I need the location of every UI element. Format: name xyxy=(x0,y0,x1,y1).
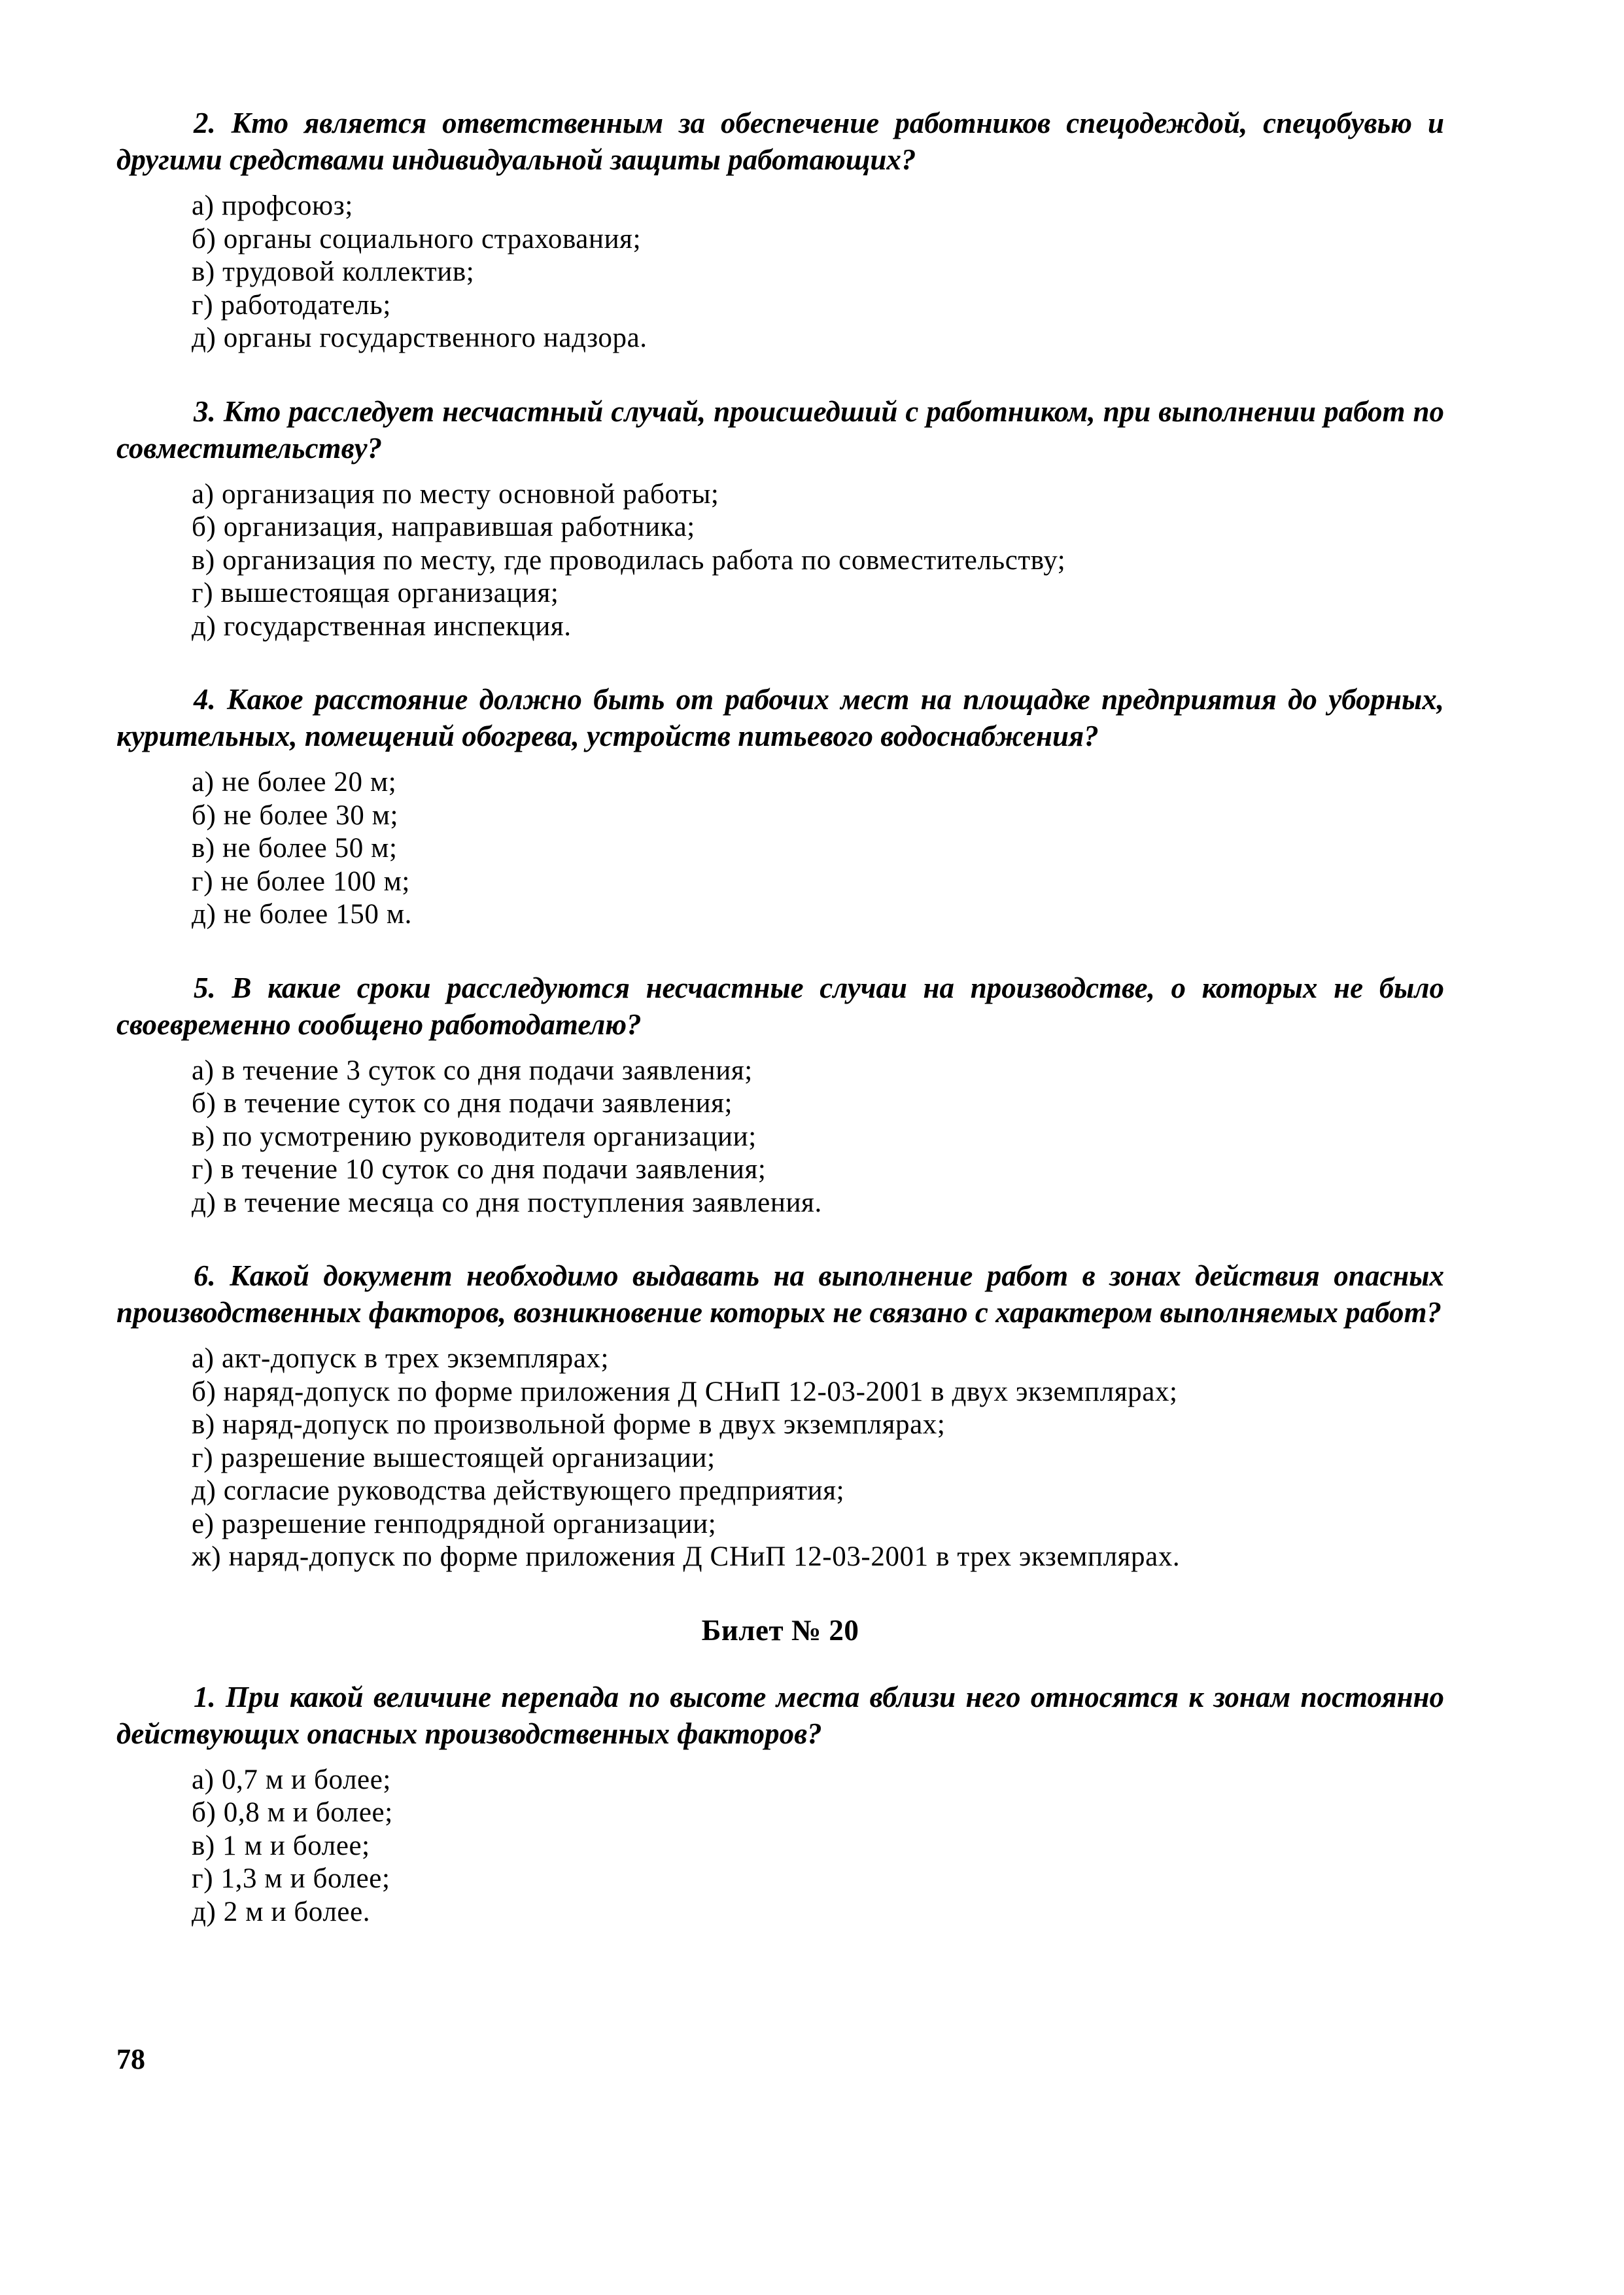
question-4-text: 4. Какое расстояние должно быть от рабочих мест на площадке предприятия до уборных, курительных, помещений обогрева, устройств питьевого водоснабжения? xyxy=(116,683,1444,752)
answer-option: г) в течение 10 суток со дня подачи заявления; xyxy=(192,1154,767,1185)
answer-option: д) в течение месяца со дня поступления заявления. xyxy=(192,1187,822,1218)
answer-option: в) трудовой коллектив; xyxy=(192,256,475,287)
answer-option: б) в течение суток со дня подачи заявления; xyxy=(192,1088,733,1119)
answer-option: г) не более 100 м; xyxy=(192,866,410,897)
answer-option: в) наряд-допуск по произвольной форме в двух экземплярах; xyxy=(192,1409,946,1440)
question-6-text: 6. Какой документ необходимо выдавать на выполнение работ в зонах действия опасных производственных факторов, возникновение которых не связано с характером выполняемых работ? xyxy=(116,1259,1444,1329)
answer-option: в) организация по месту, где проводилась работа по совместительству; xyxy=(192,544,1066,576)
answer-option: б) организация, направившая работника; xyxy=(192,512,695,542)
answer-option: д) не более 150 м. xyxy=(192,899,412,930)
answer-option: ж) наряд-допуск по форме приложения Д СНиП 12-03-2001 в трех экземплярах. xyxy=(192,1541,1181,1572)
ticket-question-1-text: 1. При какой величине перепада по высоте места вблизи него относятся к зонам постоянно действующих опасных производственных факторов? xyxy=(116,1680,1444,1750)
question-2-text: 2. Кто является ответственным за обеспечение работников спецодеждой, спецобувью и другими средствами индивидуальной защиты работающих? xyxy=(116,107,1444,176)
answer-option: а) не более 20 м; xyxy=(192,767,397,797)
answer-option: в) по усмотрению руководителя организации; xyxy=(192,1121,757,1152)
answer-option: а) 0,7 м и более; xyxy=(192,1764,391,1795)
answer-list-2 xyxy=(116,190,1444,355)
answer-option: в) 1 м и более; xyxy=(192,1830,370,1861)
answer-option: д) 2 м и более. xyxy=(192,1896,371,1927)
answer-option: е) разрешение генподрядной организации; xyxy=(192,1508,717,1539)
answer-option: а) профсоюз; xyxy=(192,190,353,221)
answer-option: д) согласие руководства действующего предприятия; xyxy=(192,1475,845,1506)
ticket-title: Билет № 20 xyxy=(701,1613,859,1647)
answer-option: а) в течение 3 суток со дня подачи заявления; xyxy=(192,1055,753,1086)
answer-list-6 xyxy=(116,1342,1444,1574)
question-5-text: 5. В какие сроки расследуются несчастные случаи на производстве, о которых не было своевременно сообщено работодателю? xyxy=(116,971,1444,1041)
answer-option: д) государственная инспекция. xyxy=(192,610,572,642)
question-block-5 xyxy=(116,970,1444,1220)
answer-option: г) разрешение вышестоящей организации; xyxy=(192,1442,716,1473)
answer-option: а) акт-допуск в трех экземплярах; xyxy=(192,1343,610,1374)
ticket-answer-list-1 xyxy=(116,1764,1444,1929)
page-number: 78 xyxy=(116,2043,145,2075)
answer-list-5 xyxy=(116,1055,1444,1220)
answer-option: в) не более 50 м; xyxy=(192,833,398,864)
answer-option: г) 1,3 м и более; xyxy=(192,1863,390,1894)
answer-list-3 xyxy=(116,478,1444,644)
answer-option: б) органы социального страхования; xyxy=(192,223,642,254)
question-block-2 xyxy=(116,105,1444,355)
answer-option: д) органы государственного надзора. xyxy=(192,323,648,353)
answer-option: б) 0,8 м и более; xyxy=(192,1797,393,1828)
ticket-question-block-1 xyxy=(116,1679,1444,1929)
document-page xyxy=(116,105,1444,1967)
answer-option: б) не более 30 м; xyxy=(192,799,399,831)
answer-option: г) вышестоящая организация; xyxy=(192,578,559,608)
answer-option: г) работодатель; xyxy=(192,289,391,321)
question-block-3 xyxy=(116,393,1444,644)
question-3-text: 3. Кто расследует несчастный случай, происшедший с работником, при выполнении работ по совместительству? xyxy=(116,394,1444,464)
answer-option: а) организация по месту основной работы; xyxy=(192,478,719,510)
question-block-4 xyxy=(116,681,1444,932)
answer-list-4 xyxy=(116,766,1444,932)
answer-option: б) наряд-допуск по форме приложения Д СНиП 12-03-2001 в двух экземплярах; xyxy=(192,1376,1178,1407)
question-block-6 xyxy=(116,1257,1444,1574)
